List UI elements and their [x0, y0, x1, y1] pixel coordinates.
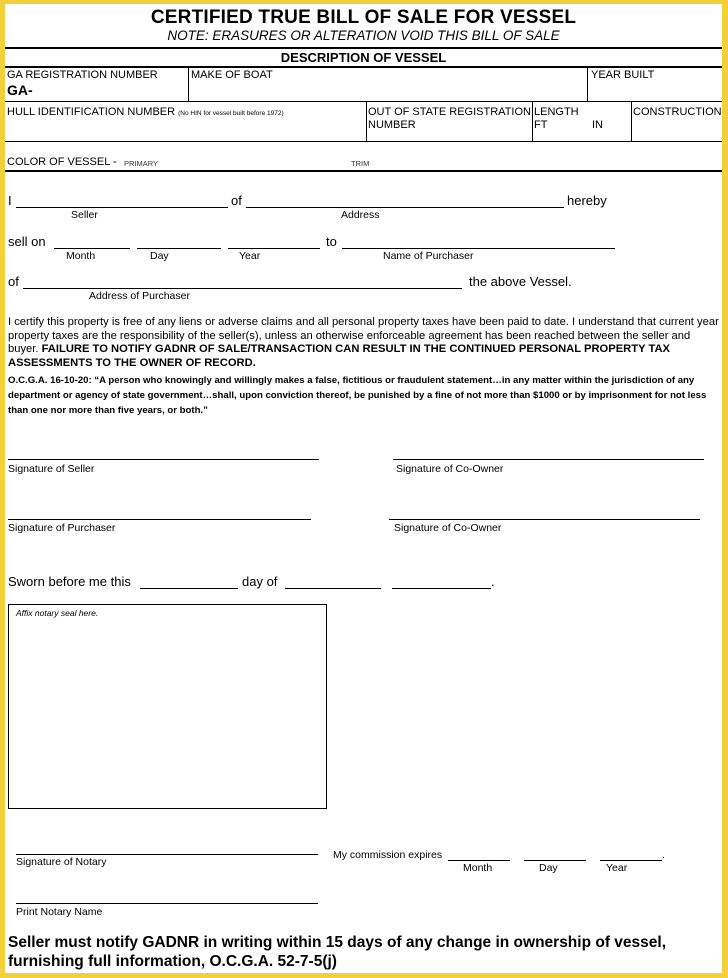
- co-owner-signature-label-1: Signature of Co-Owner: [396, 463, 504, 475]
- commission-day-line[interactable]: [524, 860, 586, 861]
- of-label-2: of: [8, 274, 19, 289]
- divider: [587, 66, 588, 101]
- color-label: COLOR OF VESSEL -: [7, 156, 117, 168]
- day-of-label: day of: [242, 574, 278, 589]
- length-label: LENGTH: [534, 106, 579, 118]
- day-caption: Day: [150, 250, 169, 262]
- commission-day-caption: Day: [539, 862, 558, 874]
- ga-registration-label: GA REGISTRATION NUMBER: [7, 69, 158, 81]
- footer-notice: Seller must notify GADNR in writing within 15 days of any change in ownership of vessel, furnishing full information, O.C.G.A. 52-7-5(j): [8, 934, 667, 970]
- hin-label: [7, 106, 284, 120]
- seller-signature-line[interactable]: [8, 459, 319, 460]
- notary-print-name-label: Print Notary Name: [16, 906, 103, 918]
- commission-month-line[interactable]: [448, 860, 510, 861]
- co-owner-signature-line-1[interactable]: [393, 459, 704, 460]
- year-caption: Year: [239, 250, 261, 262]
- commission-year-line[interactable]: [600, 860, 662, 861]
- divider: [5, 170, 722, 172]
- notary-signature-line[interactable]: [16, 854, 318, 855]
- construction-label: CONSTRUCTION: [633, 106, 722, 118]
- sell-on-label: sell on: [8, 234, 46, 249]
- sworn-label: Sworn before me this: [8, 574, 131, 589]
- commission-label: My commission expires: [333, 849, 443, 861]
- form-subtitle: NOTE: ERASURES OR ALTERATION VOID THIS BILL OF SALE: [167, 28, 560, 43]
- seller-caption: Seller: [71, 209, 98, 221]
- in-label: IN: [592, 119, 603, 131]
- commission-month-caption: Month: [463, 862, 493, 874]
- divider: [5, 47, 722, 49]
- sworn-month-line[interactable]: [285, 588, 381, 589]
- purchaser-signature-line[interactable]: [8, 519, 311, 520]
- commission-period: .: [662, 849, 665, 861]
- divider: [5, 141, 722, 142]
- hin-label-text: HULL IDENTIFICATION NUMBER: [7, 106, 176, 118]
- co-owner-signature-label-2: Signature of Co-Owner: [394, 522, 502, 534]
- sworn-year-line[interactable]: [392, 588, 491, 589]
- sworn-day-line[interactable]: [140, 588, 238, 589]
- to-label: to: [326, 234, 337, 249]
- section-title: DESCRIPTION OF VESSEL: [280, 50, 447, 65]
- make-of-boat-label: MAKE OF BOAT: [191, 69, 273, 81]
- divider: [631, 101, 632, 141]
- divider: [5, 101, 722, 102]
- divider: [366, 101, 367, 141]
- notary-seal-label: Affix notary seal here.: [16, 608, 99, 618]
- month-caption: Month: [66, 250, 96, 262]
- address-caption: Address: [341, 209, 380, 221]
- sale-month-line[interactable]: [54, 248, 130, 249]
- seller-address-line[interactable]: [246, 207, 564, 208]
- ocga-statute: O.C.G.A. 16-10-20: “A person who knowingly and willingly makes a false, fictitious or fraudulent statement…in any matter within the jurisdiction of any department or agency of state government…shall, upon conviction thereof, be punished by a fine of not more than $1000 or by imprisonment for not less than one nor more than five years, or both.”: [8, 375, 707, 416]
- divider: [5, 66, 722, 68]
- form-title: CERTIFIED TRUE BILL OF SALE FOR VESSEL: [150, 7, 577, 28]
- purchaser-address-line[interactable]: [23, 288, 462, 289]
- out-of-state-label-2: NUMBER: [368, 119, 416, 131]
- i-label: I: [8, 193, 12, 208]
- purchaser-signature-label: Signature of Purchaser: [8, 522, 116, 534]
- co-owner-signature-line-2[interactable]: [389, 519, 700, 520]
- bill-of-sale-form: [5, 4, 722, 973]
- trim-label: TRIM: [351, 159, 370, 168]
- purchaser-name-line[interactable]: [342, 248, 615, 249]
- ft-label: FT: [534, 119, 548, 131]
- hereby-label: hereby: [567, 193, 607, 208]
- above-vessel-label: the above Vessel.: [469, 274, 572, 289]
- purchaser-caption: Name of Purchaser: [383, 250, 474, 262]
- notary-print-name-line[interactable]: [16, 903, 318, 904]
- certification-text: [8, 316, 720, 370]
- purchaser-address-caption: Address of Purchaser: [89, 290, 190, 302]
- sale-year-line[interactable]: [228, 248, 320, 249]
- divider: [188, 66, 189, 101]
- ga-prefix: GA-: [7, 82, 33, 98]
- notary-signature-label: Signature of Notary: [16, 856, 107, 868]
- sworn-period: .: [491, 574, 495, 589]
- seller-name-line[interactable]: [16, 207, 228, 208]
- certification-warning: FAILURE TO NOTIFY GADNR OF SALE/TRANSACTION CAN RESULT IN THE CONTINUED PERSONAL PROPERTY TAX ASSESSMENTS TO THE OWNER OF RECORD.: [8, 343, 670, 369]
- out-of-state-label: OUT OF STATE REGISTRATION: [368, 106, 531, 118]
- primary-label: PRIMARY: [124, 159, 159, 168]
- seller-signature-label: Signature of Seller: [8, 463, 95, 475]
- divider: [532, 101, 533, 141]
- of-label: of: [231, 193, 242, 208]
- commission-year-caption: Year: [606, 862, 628, 874]
- sale-day-line[interactable]: [137, 248, 221, 249]
- notary-seal-box: [8, 604, 327, 809]
- hin-note: (No HIN for vessel built before 1972): [178, 110, 284, 117]
- year-built-label: YEAR BUILT: [591, 69, 655, 81]
- certification-body: I certify this property is free of any liens or adverse claims and all personal property taxes have been paid to date. I understand that current year property taxes are the responsibility of the seller(s), unless an otherwise enforceable agreement has been reached between the seller and buyer.: [8, 316, 719, 355]
